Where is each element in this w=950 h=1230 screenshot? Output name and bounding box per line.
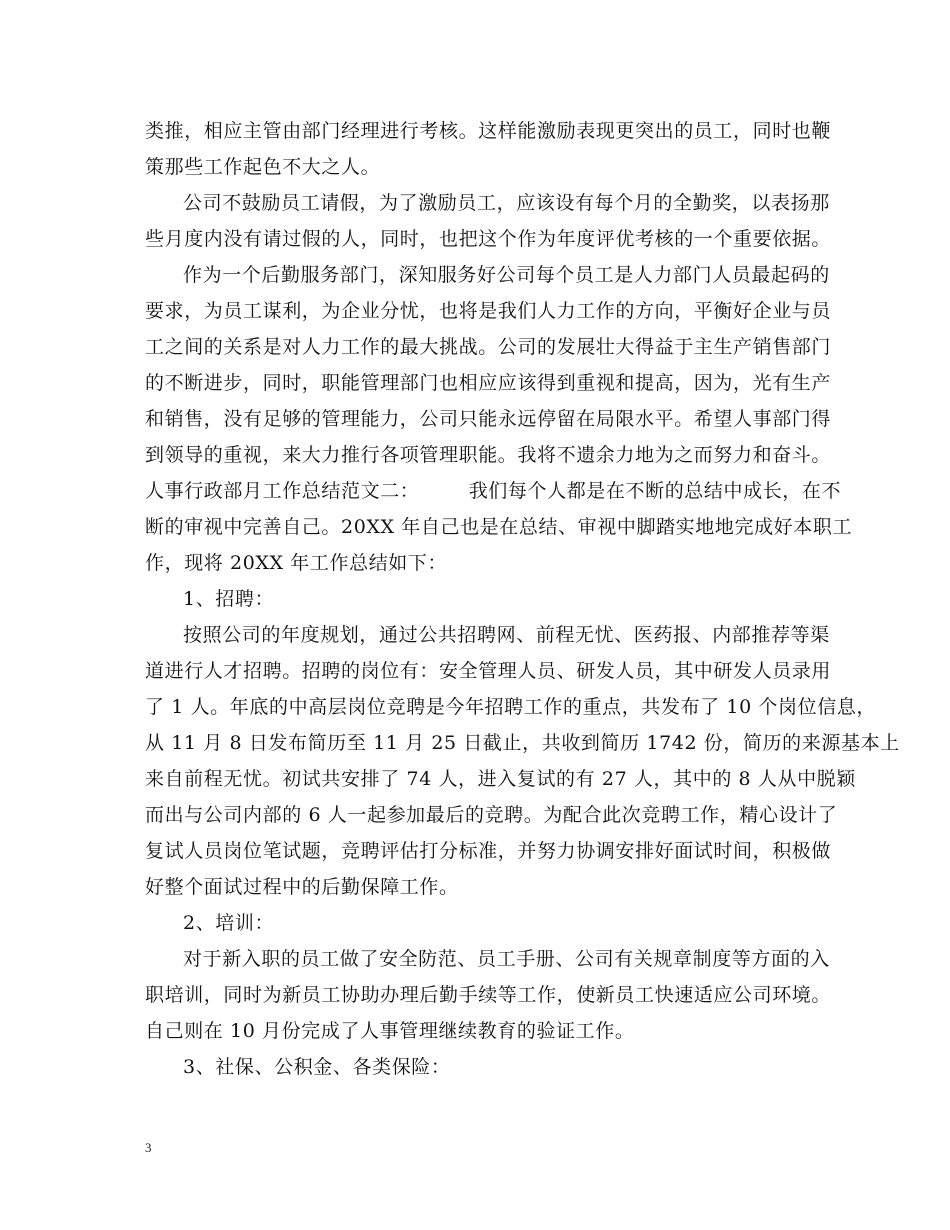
text-line: 自己则在 10 月份完成了人事管理继续教育的验证工作。 [145,1020,635,1042]
text-line: 和销售，没有足够的管理能力，公司只能永远停留在局限水平。希望人事部门得 [145,408,832,430]
text-line: 类推，相应主管由部门经理进行考核。这样能激励表现更突出的员工，同时也鞭 [145,120,832,142]
text-line: 好整个面试过程中的后勤保障工作。 [145,876,459,898]
text-line: 的不断进步，同时，职能管理部门也相应应该得到重视和提高，因为，光有生产 [145,372,832,394]
text-line: 而出与公司内部的 6 人一起参加最后的竞聘。为配合此次竞聘工作，精心设计了 [145,804,838,826]
text-line: 从 11 月 8 日发布简历至 11 月 25 日截止，共收到简历 1742 份，简历的来源基本上 [145,732,900,754]
paragraph-start-line: 按照公司的年度规划，通过公共招聘网、前程无忧、医药报、内部推荐等渠 [183,624,830,646]
paragraph-start-line: 作为一个后勤服务部门，深知服务好公司每个员工是人力部门人员最起码的 [183,264,830,286]
text-line: 到领导的重视，来大力推行各项管理职能。我将不遗余力地为之而努力和奋斗。 [145,444,832,466]
page-number: 3 [145,1140,152,1155]
subheading-recruitment: 1、招聘： [183,588,275,610]
paragraph-start-line: 对于新入职的员工做了安全防范、员工手册、公司有关规章制度等方面的入 [183,948,830,970]
text-line: 复试人员岗位笔试题，竞聘评估打分标准，并努力协调安排好面试时间，积极做 [145,840,832,862]
text-line: 来自前程无忧。初试共安排了 74 人，进入复试的有 27 人，其中的 8 人从中脱颖 [145,768,856,790]
text-line: 职培训，同时为新员工协助办理后勤手续等工作，使新员工快速适应公司环境。 [145,984,832,1006]
text-line: 了 1 人。年底的中高层岗位竞聘是今年招聘工作的重点，共发布了 10 个岗位信息， [145,696,877,718]
text-line: 些月度内没有请过假的人，同时，也把这个作为年度评优考核的一个重要依据。 [145,228,832,250]
section-heading-line: 人事行政部月工作总结范文二： 我们每个人都是在不断的总结中成长，在不 [145,480,842,502]
subheading-training: 2、培训： [183,912,275,934]
text-line: 作，现将 20XX 年工作总结如下： [145,552,448,574]
text-line: 工之间的关系是对人力工作的最大挑战。公司的发展壮大得益于主生产销售部门 [145,336,832,358]
text-line: 道进行人才招聘。招聘的岗位有：安全管理人员、研发人员，其中研发人员录用 [145,660,832,682]
text-line: 断的审视中完善自己。20XX 年自己也是在总结、审视中脚踏实地地完成好本职工 [145,516,853,538]
text-line: 要求，为员工谋利，为企业分忧，也将是我们人力工作的方向，平衡好企业与员 [145,300,832,322]
subheading-insurance: 3、社保、公积金、各类保险： [183,1056,451,1078]
text-line: 策那些工作起色不大之人。 [145,156,381,178]
paragraph-start-line: 公司不鼓励员工请假，为了激励员工，应该设有每个月的全勤奖，以表扬那 [183,192,830,214]
